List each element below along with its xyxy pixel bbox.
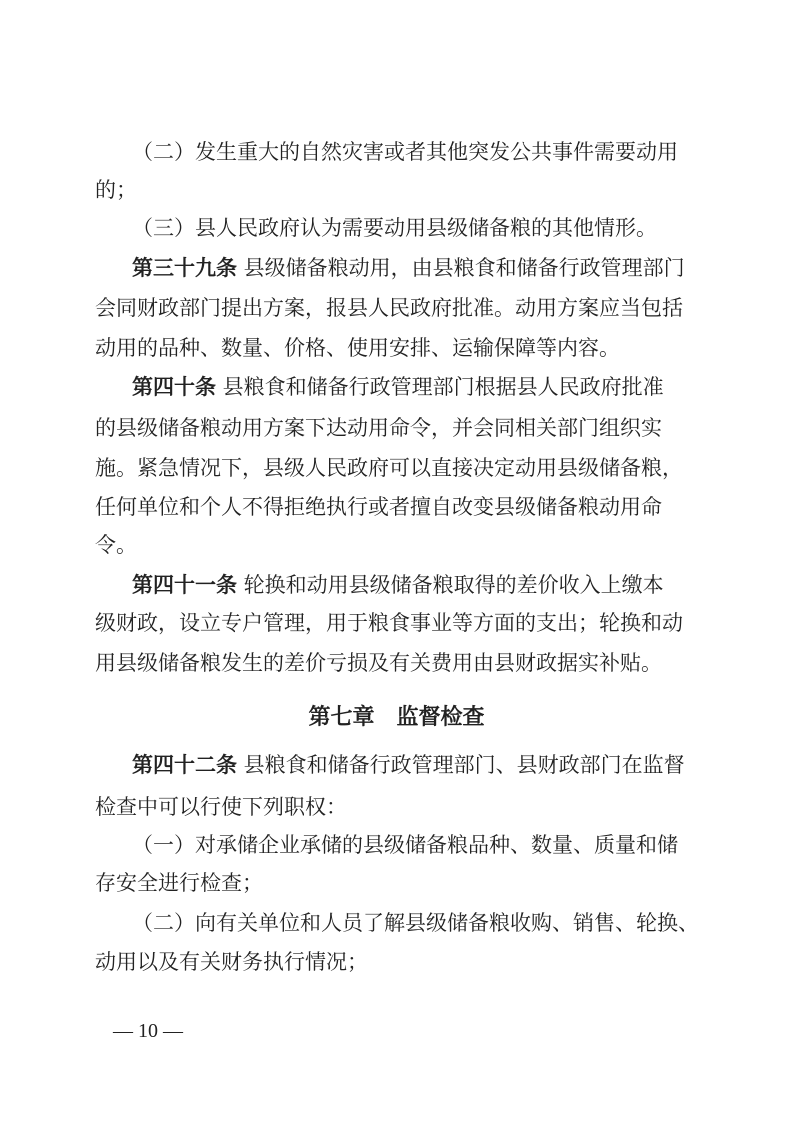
line-text: （二）向有关单位和人员了解县级储备粮收购、销售、轮换、 [132, 911, 699, 935]
line-text: 会同财政部门提出方案，报县人民政府批准。动用方案应当包括 [95, 296, 683, 320]
line-text: 轮换和动用县级储备粮取得的差价收入上缴本 [237, 573, 664, 597]
text-line [95, 650, 705, 676]
article-number: 第四十一条 [132, 572, 237, 597]
line-text: （三）县人民政府认为需要动用县级储备粮的其他情形。 [132, 216, 657, 240]
article-number: 第三十九条 [132, 255, 237, 280]
text-line [95, 949, 705, 975]
text-line [132, 215, 705, 241]
text-line [95, 335, 705, 361]
text-line [132, 832, 705, 858]
line-text: 施。紧急情况下，县级人民政府可以直接决定动用县级储备粮， [95, 456, 683, 480]
text-line [95, 532, 705, 558]
line-text: （二）发生重大的自然灾害或者其他突发公共事件需要动用 [132, 140, 678, 164]
line-text: 级财政，设立专户管理，用于粮食事业等方面的支出；轮换和动 [95, 611, 683, 635]
text-line [132, 572, 705, 598]
line-text: 令。 [95, 533, 137, 557]
text-line [132, 374, 705, 400]
line-text: 检查中可以行使下列职权： [95, 795, 347, 819]
text-line [95, 455, 705, 481]
chapter-title: 监督检查 [396, 705, 485, 730]
line-text: 动用的品种、数量、价格、使用安排、运输保障等内容。 [95, 336, 620, 360]
text-line [132, 139, 705, 165]
page-number: — 10 — [113, 1020, 183, 1042]
article-number: 第四十条 [132, 374, 216, 399]
text-line [95, 177, 705, 203]
chapter-number: 第七章 [308, 705, 375, 730]
article-number: 第四十二条 [132, 752, 237, 777]
line-text: 用县级储备粮发生的差价亏损及有关费用由县财政据实补贴。 [95, 651, 662, 675]
text-line [132, 255, 705, 281]
line-text: 存安全进行检查； [95, 871, 263, 895]
text-line [95, 610, 705, 636]
line-text: 县粮食和储备行政管理部门、县财政部门在监督 [237, 753, 685, 777]
text-line [95, 415, 705, 441]
text-line [95, 870, 705, 896]
line-text: 的县级储备粮动用方案下达动用命令，并会同相关部门组织实 [95, 416, 662, 440]
text-line [132, 910, 705, 936]
text-line [132, 752, 705, 778]
line-text: 的； [95, 178, 137, 202]
text-line [95, 494, 705, 520]
text-line [95, 295, 705, 321]
line-text: 动用以及有关财务执行情况； [95, 950, 368, 974]
line-text: 任何单位和个人不得拒绝执行或者擅自改变县级储备粮动用命 [95, 495, 662, 519]
text-line [95, 794, 705, 820]
line-text: 县粮食和储备行政管理部门根据县人民政府批准 [216, 375, 664, 399]
line-text: 县级储备粮动用，由县粮食和储备行政管理部门 [237, 256, 685, 280]
line-text: （一）对承储企业承储的县级储备粮品种、数量、质量和储 [132, 833, 678, 857]
chapter-heading [0, 700, 793, 731]
